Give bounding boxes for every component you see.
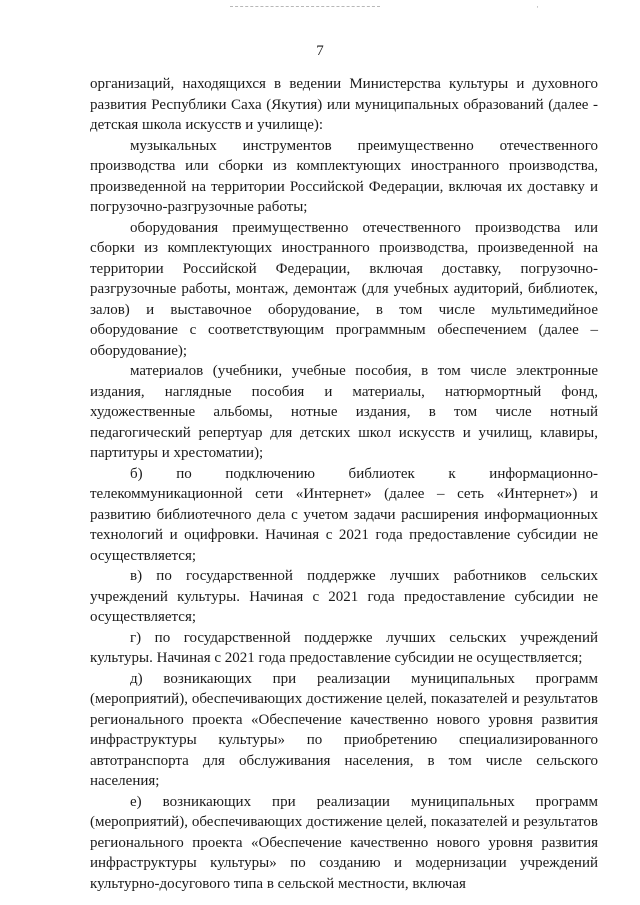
paragraph-item-g: г) по государственной поддержке лучших сельских учреждений культуры. Начиная с 2021 года предоставление субсидии не осуществляется; [90,629,598,666]
paragraph-item-b: б) по подключению библиотек к информационно-телекоммуникационной сети «Интернет» (далее – сеть «Интернет») и развитию библиотечного дела с учетом задачи расширения информационных технологий и оцифровки. Начиная с 2021 года предоставление субсидии не осуществляется; [90,465,598,564]
scan-top-line [230,6,380,7]
paragraph-item-e: е) возникающих при реализации муниципальных программ (мероприятий), обеспечивающих достижение целей, показателей и результатов регионального проекта «Обеспечение качественно нового уровня развития инфраструктуры культуры» по созданию и модернизации учреждений культурно-досугового типа в сельской местности, включая [90,793,598,892]
paragraph-materials: материалов (учебники, учебные пособия, в том числе электронные издания, наглядные пособия и материалы, натюрмортный фонд, художественные альбомы, нотные издания, в том числе нотный педагогический репертуар для детских школ искусств и училищ, клавиры, партитуры и хрестоматии); [90,363,598,461]
document-body [90,74,598,894]
paragraph-item-d: д) возникающих при реализации муниципальных программ (мероприятий), обеспечивающих достижение целей, показателей и результатов регионального проекта «Обеспечение качественно нового уровня развития инфраструктуры культуры» по приобретению специализированного автотранспорта для обслуживания населения, в том числе сельского населения; [90,670,598,789]
scan-corner-mark: · [536,2,539,12]
page-number: 7 [316,43,324,59]
paragraph-equipment: оборудования преимущественно отечественного производства или сборки из комплектующих иностранного производства, произведенной на территории Российской Федерации, включая доставку, погрузочно-разгрузочные работы, монтаж, демонтаж (для учебных аудиторий, библиотек, залов) и выставочное оборудование, в том числе мультимедийное оборудование с соответствующим программным обеспечением (далее – оборудование); [90,219,598,359]
paragraph-item-v: в) по государственной поддержке лучших работников сельских учреждений культуры. Начиная с 2021 года предоставление субсидии не осуществляется; [90,568,598,625]
paragraph-musical-instruments: музыкальных инструментов преимущественно отечественного производства или сборки из комплектующих иностранного производства, произведенной на территории Российской Федерации, включая их доставку и погрузочно-разгрузочные работы; [90,137,598,215]
paragraph-continuation: организаций, находящихся в ведении Министерства культуры и духовного развития Республики Саха (Якутия) или муниципальных образований (далее - детская школа искусств и училище): [90,76,598,133]
